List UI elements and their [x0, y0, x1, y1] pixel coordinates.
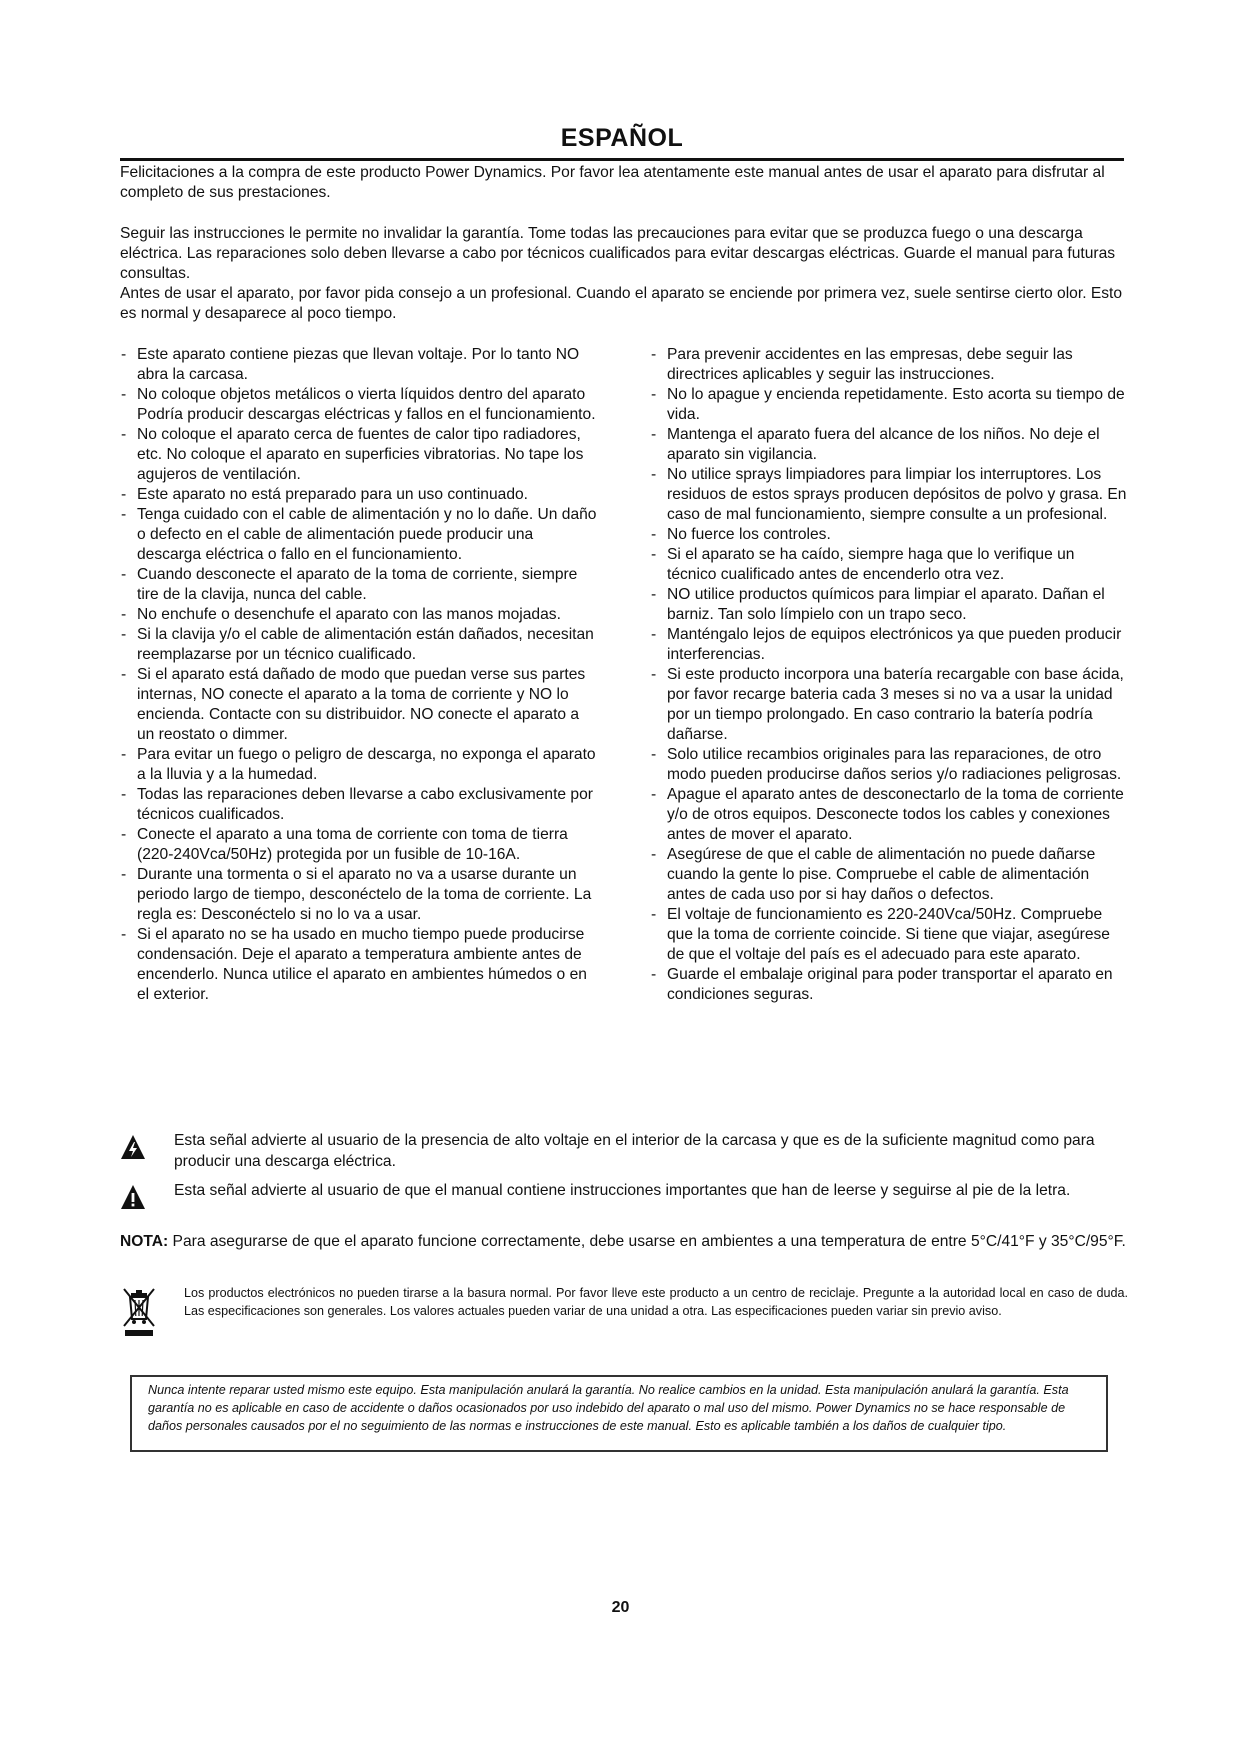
- temperature-note: [120, 1232, 1130, 1252]
- safety-list-left: [120, 345, 598, 1005]
- intro-paragraph: Antes de usar el aparato, por favor pida consejo a un profesional. Cuando el aparato se enciende por primera vez, suele sentirse cierto olor. Esto es normal y desaparece al poco tiempo.: [120, 285, 1123, 322]
- safety-item: - Si este producto incorpora una batería recargable con base ácida, por favor recarge bateria cada 3 meses si no va a usar la unidad por un tiempo prolongado. En caso contrario la batería podría dañarse.: [650, 665, 1128, 745]
- recycling-notice: [120, 1284, 1130, 1344]
- note-label: NOTA:: [120, 1233, 169, 1250]
- safety-item: - Todas las reparaciones deben llevarse a cabo exclusivamente por técnicos cualificados.: [120, 785, 598, 825]
- safety-item: - Si el aparato no se ha usado en mucho tiempo puede producirse condensación. Deje el aparato a temperatura ambiente antes de encenderlo. Nunca utilice el aparato en ambientes húmedos o en el exterior.: [120, 925, 598, 1005]
- safety-item: - Para evitar un fuego o peligro de descarga, no exponga el aparato a la lluvia y a la humedad.: [120, 745, 598, 785]
- intro-paragraph: Felicitaciones a la compra de este producto Power Dynamics. Por favor lea atentamente este manual antes de usar el aparato para disfrutar al completo de sus prestaciones.: [120, 164, 1105, 201]
- safety-item: - No coloque el aparato cerca de fuentes de calor tipo radiadores, etc. No coloque el aparato en superficies vibratorias. No tape los agujeros de ventilación.: [120, 425, 598, 485]
- safety-item: - Para prevenir accidentes en las empresas, debe seguir las directrices aplicables y seguir las instrucciones.: [650, 345, 1128, 385]
- safety-item: - No coloque objetos metálicos o vierta líquidos dentro del aparato Podría producir descargas eléctricas y fallos en el funcionamiento.: [120, 385, 598, 425]
- page-number: 20: [611, 1599, 630, 1616]
- safety-item: - Este aparato no está preparado para un uso continuado.: [120, 485, 598, 505]
- safety-item: - Este aparato contiene piezas que llevan voltaje. Por lo tanto NO abra la carcasa.: [120, 345, 598, 385]
- exclamation-warning-icon: [120, 1184, 146, 1210]
- safety-item: - No utilice sprays limpiadores para limpiar los interruptores. Los residuos de estos sprays producen depósitos de polvo y grasa. En caso de mal funcionamiento, siempre consulte a un profesional.: [650, 465, 1128, 525]
- note-text: Para asegurarse de que el aparato funcione correctamente, debe usarse en ambientes a una temperatura de entre 5°C/41°F y 35°C/95°F.: [168, 1233, 1126, 1250]
- safety-item: - Tenga cuidado con el cable de alimentación y no lo dañe. Un daño o defecto en el cable de alimentación puede producir una descarga eléctrica o fallo en el funcionamiento.: [120, 505, 598, 565]
- safety-item: - Si el aparato se ha caído, siempre haga que lo verifique un técnico cualificado antes de encenderlo otra vez.: [650, 545, 1128, 585]
- safety-item: - El voltaje de funcionamiento es 220-240Vca/50Hz. Compruebe que la toma de corriente coincide. Si tiene que viajar, asegúrese de que el voltaje del país es el adecuado para este aparato.: [650, 905, 1128, 965]
- safety-item: - No lo apague y encienda repetidamente. Esto acorta su tiempo de vida.: [650, 385, 1128, 425]
- high-voltage-warning-text: Esta señal advierte al usuario de la presencia de alto voltaje en el interior de la carcasa y que es de la suficiente magnitud como para producir una descarga eléctrica.: [174, 1132, 1095, 1170]
- safety-item: - No fuerce los controles.: [650, 525, 1128, 545]
- manual-warning-text: Esta señal advierte al usuario de que el manual contiene instrucciones importantes que han de leerse y seguirse al pie de la letra.: [174, 1182, 1071, 1199]
- warranty-disclaimer-text: Nunca intente reparar usted mismo este equipo. Esta manipulación anulará la garantía. No realice cambios en la unidad. Esta manipulación anulará la garantía. Esta garantía no es aplicable en caso de accidente o daños ocasionados por uso indebido del aparato o mal uso del mismo. Power Dynamics no se hace responsable de daños personales causados por el no seguimiento de las normas e instrucciones de este manual. Esto es aplicable también a los daños de cualquier tipo.: [148, 1383, 1069, 1433]
- safety-item: - Manténgalo lejos de equipos electrónicos ya que pueden producir interferencias.: [650, 625, 1128, 665]
- title-rule: [120, 158, 1124, 161]
- safety-item: - Conecte el aparato a una toma de corriente con toma de tierra (220-240Vca/50Hz) protegida por un fusible de 10-16A.: [120, 825, 598, 865]
- lightning-warning-icon: [120, 1134, 146, 1160]
- safety-item: - Apague el aparato antes de desconectarlo de la toma de corriente y/o de otros equipos. Desconecte todos los cables y conexiones antes de mover el aparato.: [650, 785, 1128, 845]
- safety-item: - Mantenga el aparato fuera del alcance de los niños. No deje el aparato sin vigilancia.: [650, 425, 1128, 465]
- safety-item: - Solo utilice recambios originales para las reparaciones, de otro modo pueden producirse daños serios y/o radiaciones peligrosas.: [650, 745, 1128, 785]
- recycling-text: Los productos electrónicos no pueden tirarse a la basura normal. Por favor lleve este producto a un centro de reciclaje. Pregunte a la autoridad local en caso de duda. Las especificaciones son generales. Los valores actuales pueden variar de una unidad a otra. Las especificaciones pueden variar sin previo aviso.: [184, 1286, 1128, 1318]
- safety-item: - NO utilice productos químicos para limpiar el aparato. Dañan el barniz. Tan solo límpielo con un trapo seco.: [650, 585, 1128, 625]
- safety-item: - Si el aparato está dañado de modo que puedan verse sus partes internas, NO conecte el aparato a la toma de corriente y NO lo encienda. Contacte con su distribuidor. NO conecte el aparato a un reostato o dimmer.: [120, 665, 598, 745]
- safety-item: - Durante una tormenta o si el aparato no va a usarse durante un periodo largo de tiempo, desconéctelo de la toma de corriente. La regla es: Desconéctelo si no lo va a usar.: [120, 865, 598, 925]
- intro-paragraph: Seguir las instrucciones le permite no invalidar la garantía. Tome todas las precauciones para evitar que se produzca fuego o una descarga eléctrica. Las reparaciones solo deben llevarse a cabo por técnicos cualificados para evitar descargas eléctricas. Guarde el manual para futuras consultas.: [120, 225, 1116, 282]
- warranty-disclaimer-box: [130, 1375, 1108, 1452]
- safety-item: - Asegúrese de que el cable de alimentación no puede dañarse cuando la gente lo pise. Compruebe el cable de alimentación antes de cada uso por si hay daños o defectos.: [650, 845, 1128, 905]
- safety-list-right: [650, 345, 1128, 1005]
- safety-item: - No enchufe o desenchufe el aparato con las manos mojadas.: [120, 605, 598, 625]
- safety-item: - Guarde el embalaje original para poder transportar el aparato en condiciones seguras.: [650, 965, 1128, 1005]
- safety-item: - Si la clavija y/o el cable de alimentación están dañados, necesitan reemplazarse por un técnico cualificado.: [120, 625, 598, 665]
- safety-item: - Cuando desconecte el aparato de la toma de corriente, siempre tire de la clavija, nunca del cable.: [120, 565, 598, 605]
- crossed-bin-icon: [122, 1286, 156, 1338]
- page-title: ESPAÑOL: [560, 124, 684, 152]
